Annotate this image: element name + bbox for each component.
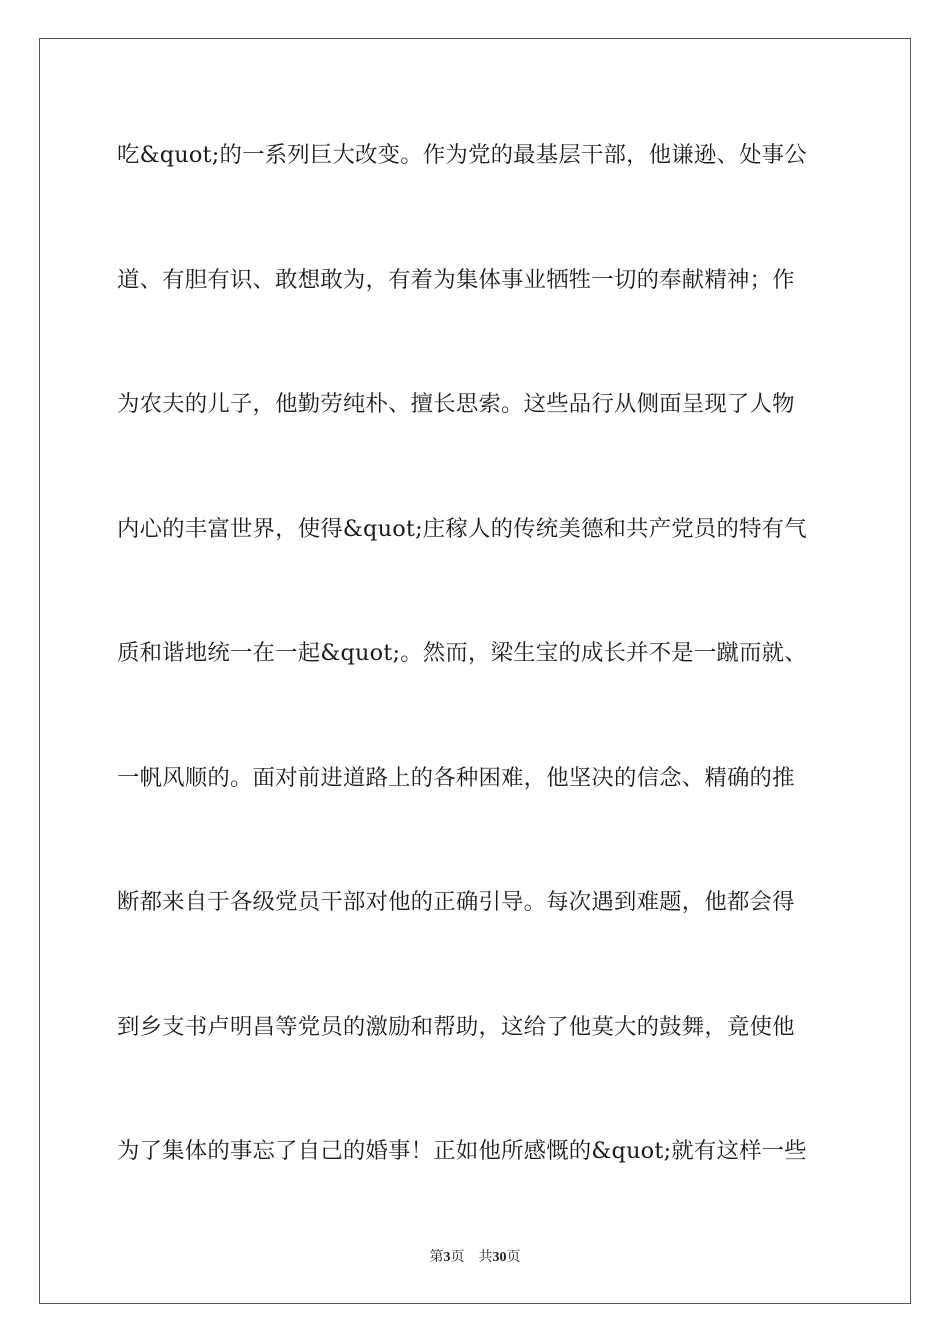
page-prefix: 第 — [429, 1249, 444, 1265]
total-suffix: 页 — [506, 1249, 521, 1265]
total-prefix: 共 — [478, 1249, 493, 1265]
page-number: 3 — [443, 1250, 451, 1265]
text-line: 到乡支书卢明昌等党员的激励和帮助，这给了他莫大的鼓舞，竟使他 — [117, 1013, 795, 1040]
text-line: 断都来自于各级党员干部对他的正确引导。每次遇到难题，他都会得 — [117, 889, 795, 915]
text-line: 质和谐地统一在一起&quot;。然而，梁生宝的成长并不是一蹴而就、 — [117, 640, 807, 666]
text-line: 内心的丰富世界，使得&quot;庄稼人的传统美德和共产党员的特有气 — [117, 515, 807, 542]
page-suffix: 页 — [450, 1249, 465, 1265]
text-line: 为农夫的儿子，他勤劳纯朴、擅长思索。这些品行从侧面呈现了人物 — [117, 391, 795, 417]
text-line: 道、有胆有识、敢想敢为，有着为集体事业牺牲一切的奉献精神；作 — [117, 266, 795, 293]
total-pages: 30 — [492, 1250, 507, 1265]
body-text — [117, 120, 833, 1241]
page-footer — [0, 1246, 950, 1266]
text-line: 一帆风顺的。面对前进道路上的各种困难，他坚决的信念、精确的推 — [117, 764, 795, 791]
text-line: 吃&quot;的一系列巨大改变。作为党的最基层干部，他谦逊、处事公 — [117, 142, 807, 168]
text-line: 为了集体的事忘了自己的婚事！正如他所感慨的&quot;就有这样一些 — [117, 1138, 807, 1164]
